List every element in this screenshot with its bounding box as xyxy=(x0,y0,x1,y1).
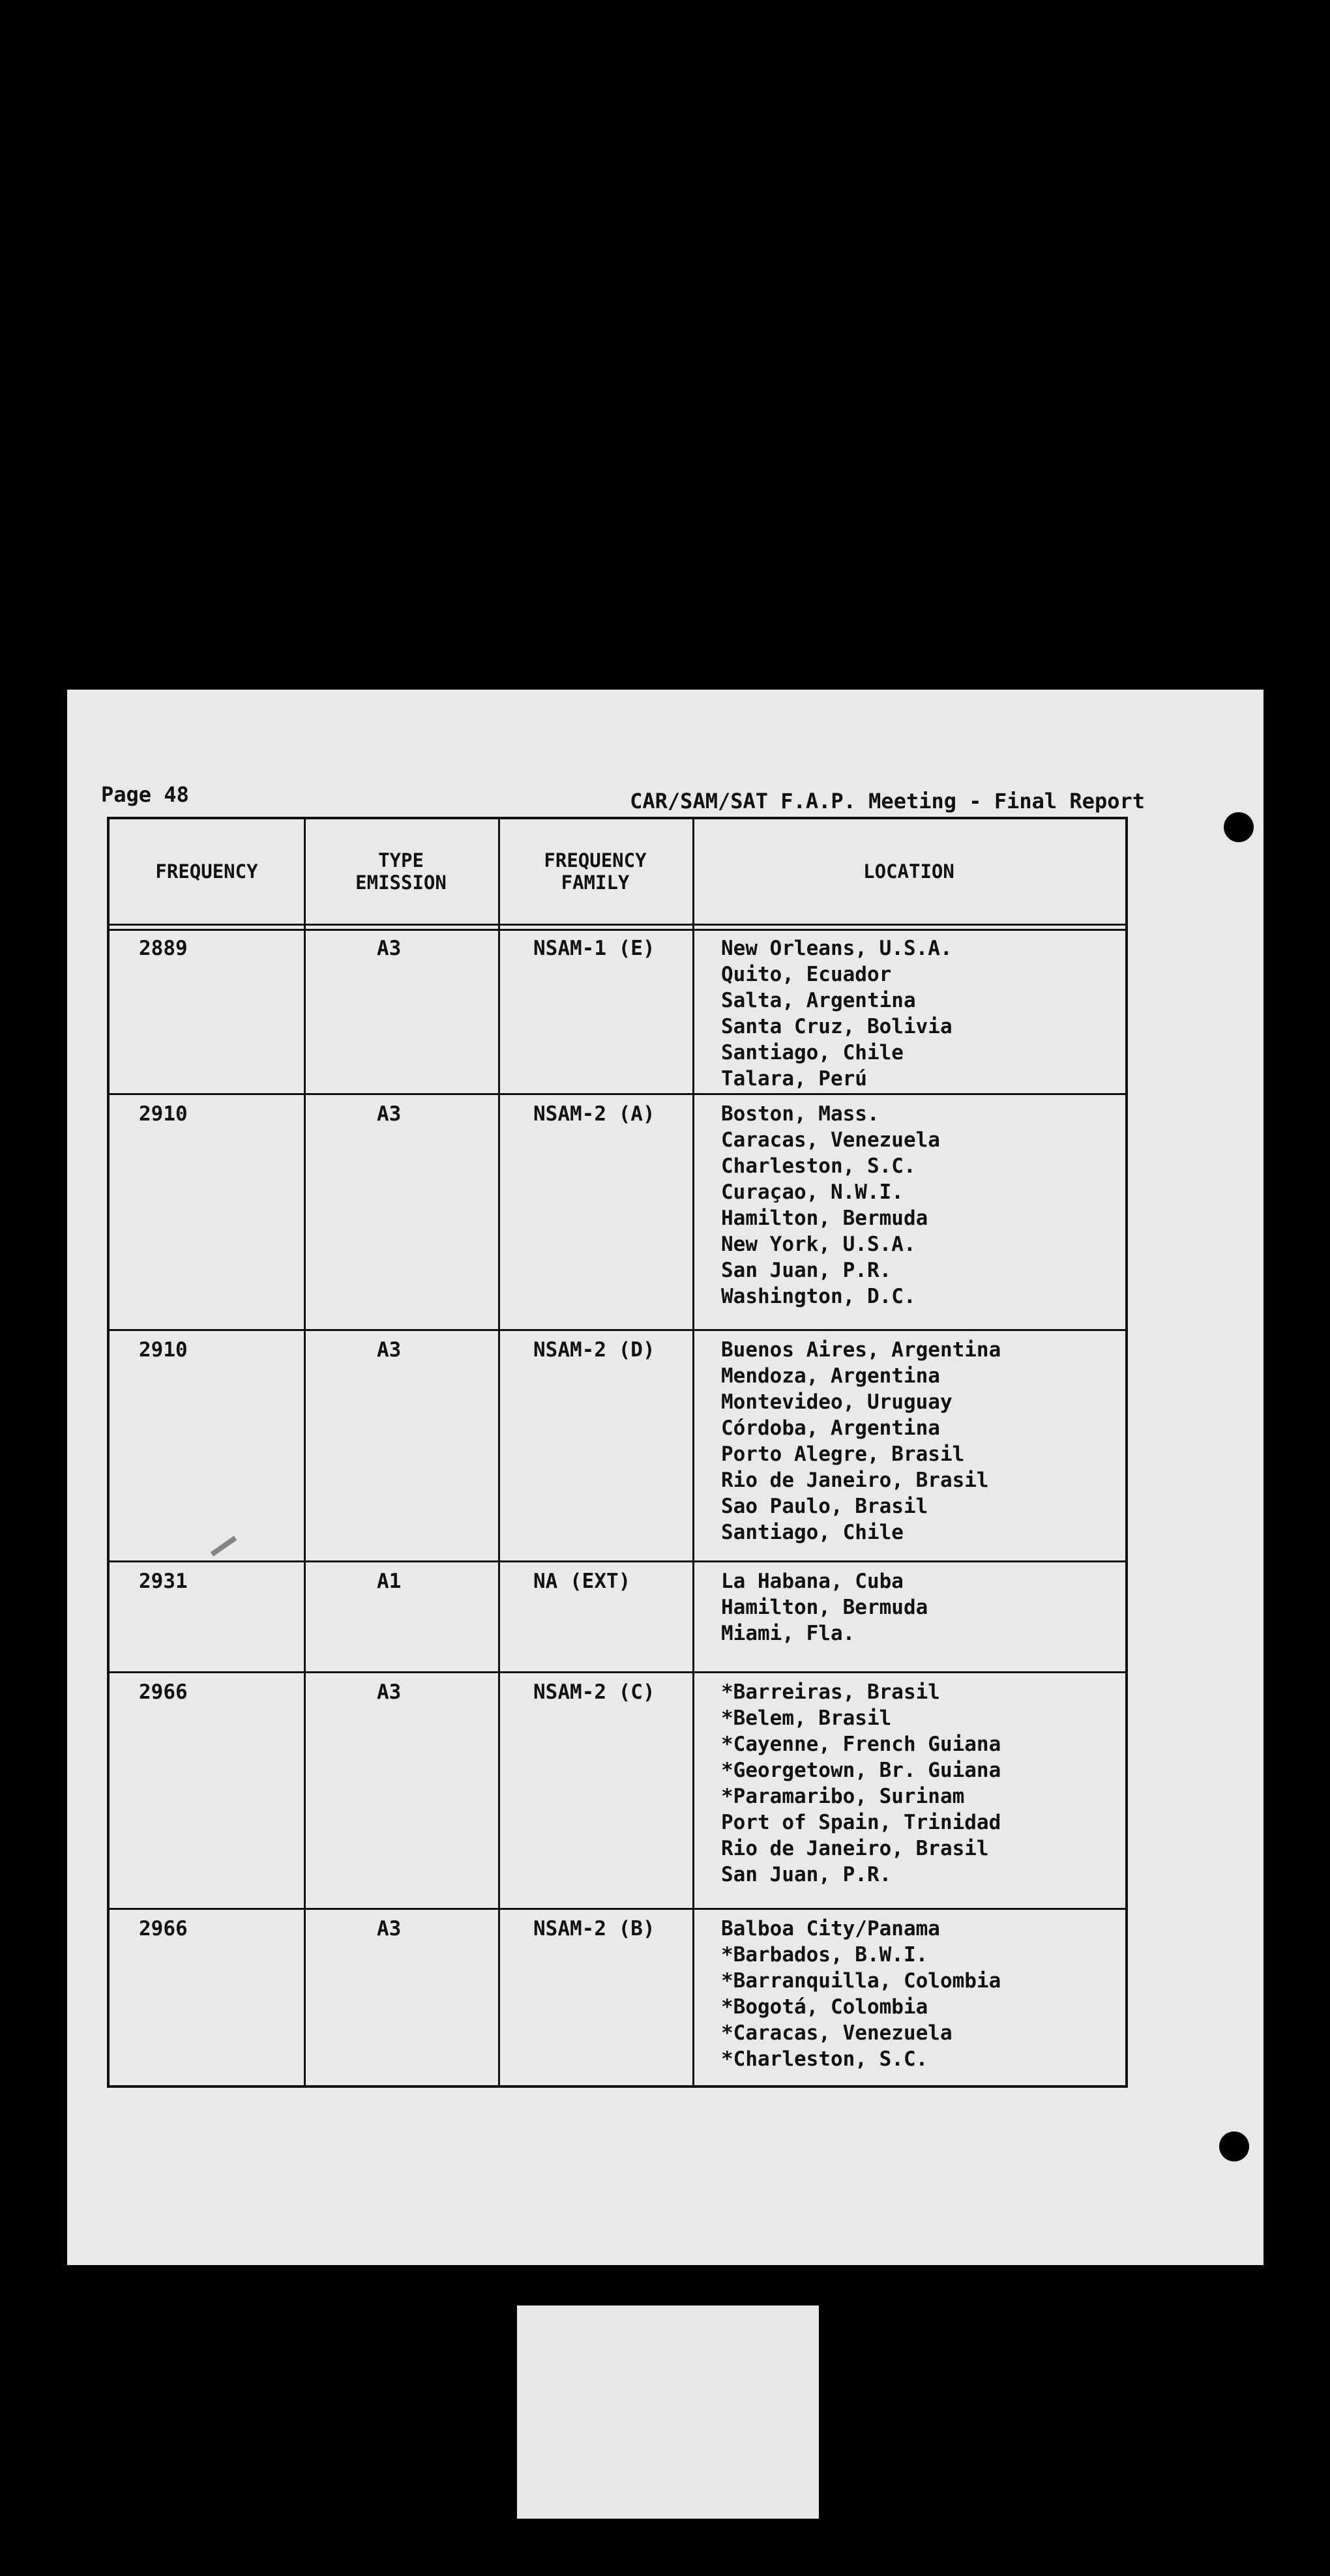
frequency-cell: 2966 xyxy=(139,1680,188,1704)
emission-cell: A3 xyxy=(377,1917,402,1940)
row-divider xyxy=(110,1560,1125,1562)
header-rule xyxy=(110,929,1125,931)
location-entry: La Habana, Cuba xyxy=(721,1570,904,1593)
emission-cell: A3 xyxy=(377,937,402,960)
location-entry: *Caracas, Venezuela xyxy=(721,2021,953,2045)
location-entry: *Belem, Brasil xyxy=(721,1706,892,1730)
report-title: CAR/SAM/SAT F.A.P. Meeting - Final Report xyxy=(630,789,1145,813)
location-cell xyxy=(721,1916,1001,2072)
family-cell: NSAM-2 (D) xyxy=(533,1338,655,1362)
location-entry: *Barbados, B.W.I. xyxy=(721,1943,928,1967)
location-entry: Hamilton, Bermuda xyxy=(721,1207,928,1230)
family-cell: NSAM-1 (E) xyxy=(533,937,655,960)
location-entry: Charleston, S.C. xyxy=(721,1154,916,1178)
column-divider xyxy=(498,819,500,2085)
location-cell xyxy=(721,1679,1001,1888)
frequency-cell: 2966 xyxy=(139,1917,188,1940)
binder-hole-icon xyxy=(1219,2131,1249,2161)
location-entry: *Barranquilla, Colombia xyxy=(721,1969,1001,1993)
location-entry: Quito, Ecuador xyxy=(721,963,892,986)
location-entry: New Orleans, U.S.A. xyxy=(721,937,953,960)
row-divider xyxy=(110,1329,1125,1331)
location-entry: Washington, D.C. xyxy=(721,1285,916,1308)
header-frequency: FREQUENCY xyxy=(155,860,258,883)
location-entry: *Paramaribo, Surinam xyxy=(721,1785,965,1808)
location-entry: Rio de Janeiro, Brasil xyxy=(721,1837,989,1860)
document-page xyxy=(67,690,1264,2265)
emission-cell: A1 xyxy=(377,1570,402,1593)
location-entry: Montevideo, Uruguay xyxy=(721,1390,953,1414)
frequency-cell: 2931 xyxy=(139,1570,188,1593)
location-cell xyxy=(721,1568,928,1647)
location-entry: San Juan, P.R. xyxy=(721,1259,892,1282)
location-entry: New York, U.S.A. xyxy=(721,1233,916,1256)
location-cell xyxy=(721,935,953,1092)
location-entry: *Bogotá, Colombia xyxy=(721,1995,928,2019)
row-divider xyxy=(110,1908,1125,1910)
location-entry: *Barreiras, Brasil xyxy=(721,1680,940,1704)
location-entry: Port of Spain, Trinidad xyxy=(721,1811,1001,1834)
frequency-cell: 2889 xyxy=(139,937,188,960)
location-entry: Salta, Argentina xyxy=(721,989,916,1012)
frequency-table xyxy=(107,817,1128,2088)
row-divider xyxy=(110,1671,1125,1673)
header-frequency-family: FREQUENCY FAMILY xyxy=(544,849,647,894)
family-cell: NA (EXT) xyxy=(533,1570,631,1593)
location-entry: *Cayenne, French Guiana xyxy=(721,1733,1001,1756)
page-number: Page 48 xyxy=(101,782,189,807)
location-cell xyxy=(721,1101,940,1310)
emission-cell: A3 xyxy=(377,1338,402,1362)
location-entry: *Charleston, S.C. xyxy=(721,2047,928,2071)
family-cell: NSAM-2 (A) xyxy=(533,1102,655,1126)
frequency-cell: 2910 xyxy=(139,1102,188,1126)
frequency-cell: 2910 xyxy=(139,1338,188,1362)
location-entry: San Juan, P.R. xyxy=(721,1863,892,1886)
emission-cell: A3 xyxy=(377,1102,402,1126)
location-entry: Buenos Aires, Argentina xyxy=(721,1338,1001,1362)
header-type-emission: TYPE EMISSION xyxy=(355,849,447,894)
family-cell: NSAM-2 (C) xyxy=(533,1680,655,1704)
location-entry: Santiago, Chile xyxy=(721,1521,904,1544)
location-entry: Miami, Fla. xyxy=(721,1622,855,1645)
location-entry: Santa Cruz, Bolivia xyxy=(721,1015,953,1038)
location-entry: Rio de Janeiro, Brasil xyxy=(721,1469,989,1492)
row-divider xyxy=(110,1093,1125,1095)
blank-slip xyxy=(517,2305,819,2519)
location-entry: Porto Alegre, Brasil xyxy=(721,1442,965,1466)
binder-hole-icon xyxy=(1224,812,1254,842)
location-entry: Córdoba, Argentina xyxy=(721,1416,940,1440)
column-divider xyxy=(304,819,306,2085)
location-entry: Hamilton, Bermuda xyxy=(721,1596,928,1619)
column-divider xyxy=(692,819,694,2085)
header-location: LOCATION xyxy=(863,860,954,883)
location-entry: *Georgetown, Br. Guiana xyxy=(721,1759,1001,1782)
family-cell: NSAM-2 (B) xyxy=(533,1917,655,1940)
location-entry: Boston, Mass. xyxy=(721,1102,879,1126)
header-rule xyxy=(110,924,1125,926)
location-entry: Santiago, Chile xyxy=(721,1041,904,1064)
emission-cell: A3 xyxy=(377,1680,402,1704)
location-entry: Mendoza, Argentina xyxy=(721,1364,940,1388)
location-entry: Balboa City/Panama xyxy=(721,1917,940,1940)
location-entry: Curaçao, N.W.I. xyxy=(721,1180,904,1204)
location-entry: Caracas, Venezuela xyxy=(721,1128,940,1152)
location-entry: Talara, Perú xyxy=(721,1067,867,1090)
location-cell xyxy=(721,1337,1001,1545)
location-entry: Sao Paulo, Brasil xyxy=(721,1495,928,1518)
